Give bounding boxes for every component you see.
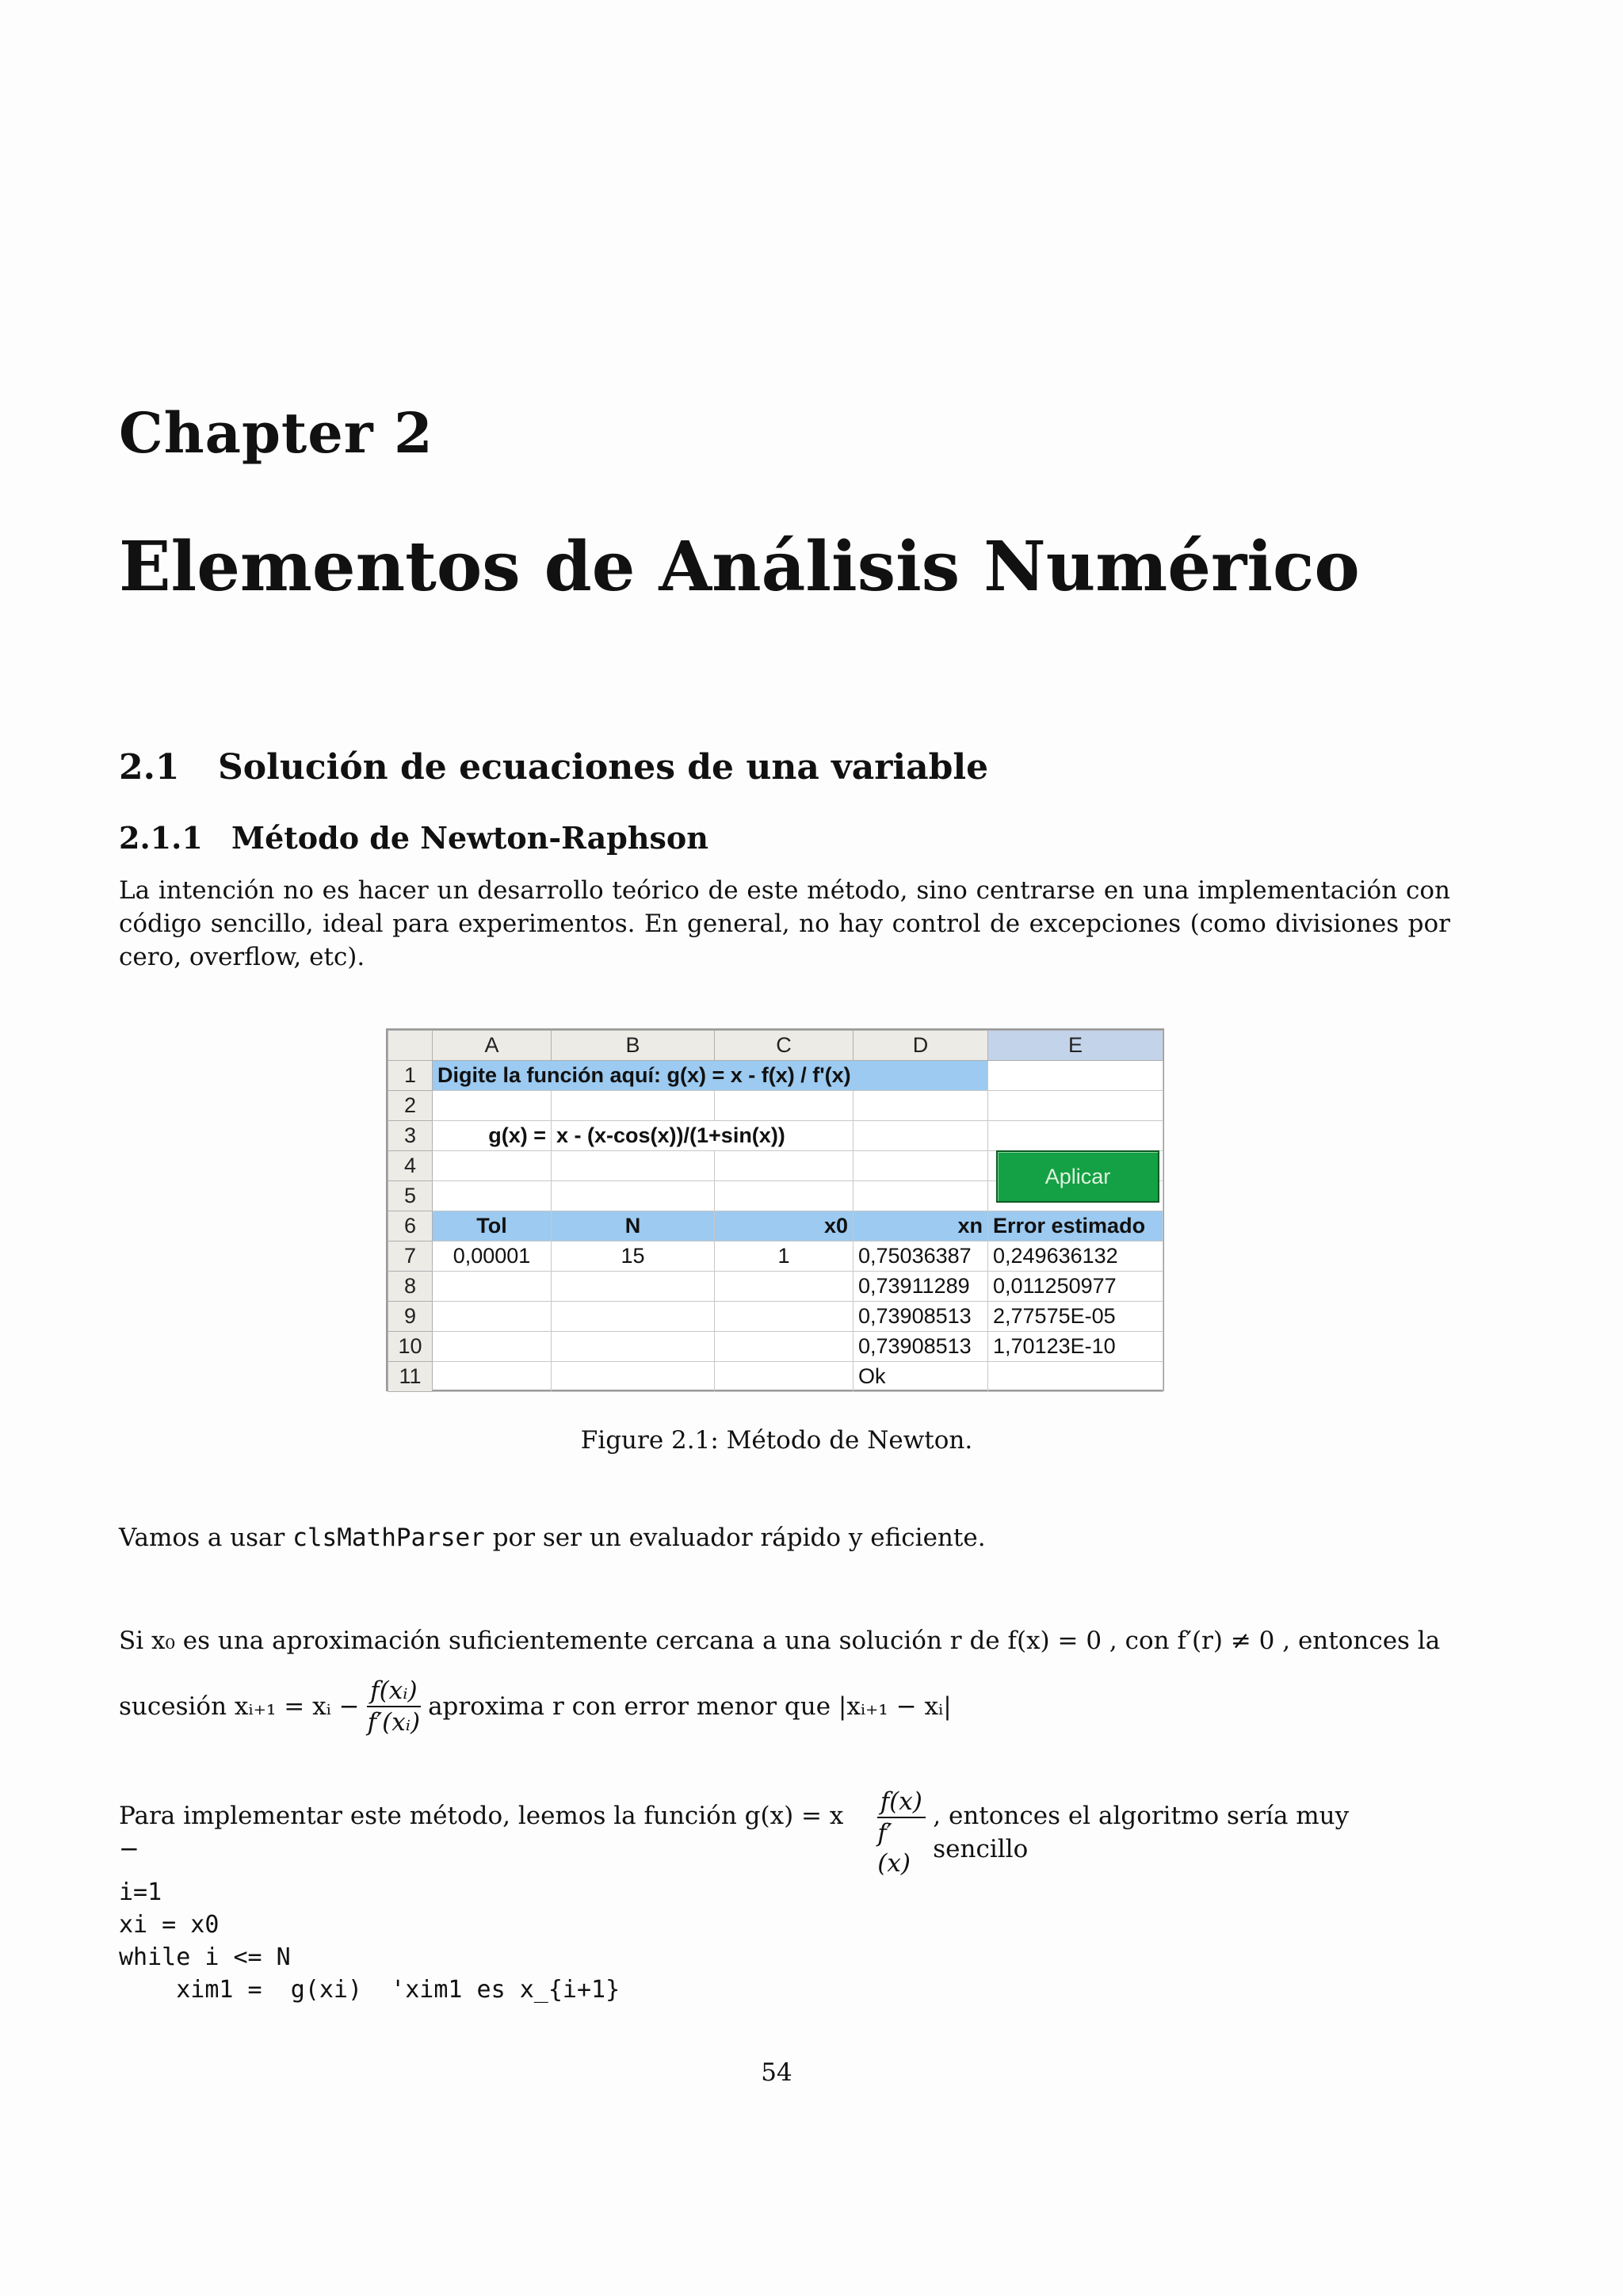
xn-value[interactable]: 0,73911289 (854, 1272, 988, 1302)
corner-cell[interactable] (388, 1031, 433, 1061)
sheet-row-8 (388, 1272, 1163, 1302)
chapter-title: Elementos de Análisis Numérico (119, 527, 1360, 607)
cell[interactable] (552, 1151, 715, 1181)
n-value[interactable]: 15 (552, 1241, 715, 1272)
xn-value[interactable]: 0,73908513 (854, 1332, 988, 1362)
column-header-c[interactable]: C (715, 1031, 854, 1061)
tol-value[interactable]: 0,00001 (433, 1241, 552, 1272)
subsection-title: Método de Newton-Raphson (231, 820, 708, 856)
parser-text-after: por ser un evaluador rápido y eficiente. (484, 1524, 986, 1552)
sheet-row-1 (388, 1061, 1163, 1091)
column-header-row (388, 1031, 1163, 1061)
newton-statement-line1: Si x₀ es una aproximación suficientemente cercana a una solución r de f(x) = 0 , con f′(r) ≠ 0 , entonces la (119, 1627, 1441, 1655)
row-header[interactable]: 7 (388, 1241, 433, 1272)
header-tol[interactable]: Tol (433, 1211, 552, 1241)
cell[interactable] (715, 1332, 854, 1362)
apply-button[interactable]: Aplicar (996, 1150, 1159, 1203)
header-n[interactable]: N (552, 1211, 715, 1241)
cell[interactable] (552, 1332, 715, 1362)
row-header[interactable]: 11 (388, 1362, 433, 1392)
cell[interactable] (433, 1302, 552, 1332)
xn-value[interactable]: 0,73908513 (854, 1302, 988, 1332)
fraction-denominator: f′(xᵢ) (367, 1708, 421, 1737)
header-xn[interactable]: xn (854, 1211, 988, 1241)
sheet-row-11 (388, 1362, 1163, 1392)
sheet-row-10 (388, 1332, 1163, 1362)
cell[interactable] (715, 1091, 854, 1121)
subsection-number: 2.1.1 (119, 820, 203, 856)
column-header-d[interactable]: D (854, 1031, 988, 1061)
cell[interactable] (433, 1091, 552, 1121)
fraction-numerator: f(xᵢ) (367, 1676, 420, 1707)
row-header[interactable]: 9 (388, 1302, 433, 1332)
section-title: Solución de ecuaciones de una variable (218, 747, 989, 788)
column-header-b[interactable]: B (552, 1031, 715, 1061)
column-header-e[interactable]: E (988, 1031, 1163, 1061)
cell[interactable] (854, 1181, 988, 1211)
cell[interactable] (433, 1272, 552, 1302)
figure-caption: Figure 2.1: Método de Newton. (580, 1426, 973, 1455)
fraction-denominator: f′(x) (877, 1819, 911, 1878)
row-header[interactable]: 5 (388, 1181, 433, 1211)
implementation-text-start: Para implementar este método, leemos la función g(x) = x − (119, 1802, 844, 1863)
header-x0[interactable]: x0 (715, 1211, 854, 1241)
row-header[interactable]: 1 (388, 1061, 433, 1091)
newton-iteration-text: sucesión xᵢ₊₁ = xᵢ − (119, 1692, 360, 1721)
x0-value[interactable]: 1 (715, 1241, 854, 1272)
page-number: 54 (761, 2058, 792, 2087)
row-header[interactable]: 2 (388, 1091, 433, 1121)
cell[interactable] (854, 1091, 988, 1121)
row-header[interactable]: 8 (388, 1272, 433, 1302)
row-header[interactable]: 6 (388, 1211, 433, 1241)
subsection-heading (119, 820, 708, 856)
cell[interactable] (552, 1302, 715, 1332)
fraction-numerator: f(x) (877, 1787, 926, 1818)
sheet-row-6 (388, 1211, 1163, 1241)
newton-statement-line2 (119, 1676, 1450, 1737)
spreadsheet-figure (386, 1028, 1164, 1391)
cell-e1[interactable] (988, 1061, 1163, 1091)
sheet-row-7 (388, 1241, 1163, 1272)
function-prompt-cell[interactable]: Digite la función aquí: g(x) = x - f(x) / f'(x) (433, 1061, 988, 1091)
xn-value[interactable]: 0,75036387 (854, 1241, 988, 1272)
row-header[interactable]: 3 (388, 1121, 433, 1151)
row-header[interactable]: 4 (388, 1151, 433, 1181)
cell[interactable] (433, 1332, 552, 1362)
cell[interactable] (433, 1181, 552, 1211)
implementation-text-end: , entonces el algoritmo sería muy sencillo (933, 1802, 1350, 1863)
cell[interactable] (715, 1272, 854, 1302)
implementation-paragraph (119, 1787, 1450, 1878)
cell[interactable] (552, 1181, 715, 1211)
cell[interactable] (854, 1151, 988, 1181)
header-error[interactable]: Error estimado (988, 1211, 1163, 1241)
sheet-row-2 (388, 1091, 1163, 1121)
newton-fraction (365, 1676, 423, 1737)
cell[interactable] (988, 1121, 1163, 1151)
code-block (119, 1876, 620, 2006)
status-cell[interactable]: Ok (854, 1362, 988, 1392)
cell[interactable] (715, 1151, 854, 1181)
sheet-row-9 (388, 1302, 1163, 1332)
chapter-label: Chapter 2 (119, 400, 433, 466)
cell[interactable] (988, 1091, 1163, 1121)
row-header[interactable]: 10 (388, 1332, 433, 1362)
code-line: while i <= N (119, 1943, 291, 1971)
cell[interactable] (715, 1302, 854, 1332)
parser-class-name: clsMathParser (292, 1524, 485, 1552)
cell[interactable] (552, 1272, 715, 1302)
g-label-cell[interactable]: g(x) = (433, 1121, 552, 1151)
intro-paragraph: La intención no es hacer un desarrollo teórico de este método, sino centrarse en una implementación con código sencillo, ideal para experimentos. En general, no hay control de excepciones (como divisiones por cero, overflow, etc). (119, 876, 1450, 971)
error-value[interactable]: 2,77575E-05 (988, 1302, 1163, 1332)
parser-text-before: Vamos a usar (119, 1524, 293, 1552)
spreadsheet-grid (388, 1030, 1163, 1392)
g-fraction (874, 1787, 928, 1878)
section-number: 2.1 (119, 747, 180, 788)
cell[interactable] (715, 1181, 854, 1211)
column-header-a[interactable]: A (433, 1031, 552, 1061)
error-value[interactable]: 1,70123E-10 (988, 1332, 1163, 1362)
cell[interactable] (854, 1121, 988, 1151)
cell[interactable] (552, 1091, 715, 1121)
cell[interactable] (988, 1362, 1163, 1392)
sheet-row-3 (388, 1121, 1163, 1151)
parser-paragraph (119, 1521, 1450, 1554)
newton-error-text: aproxima r con error menor que |xᵢ₊₁ − xᵢ| (428, 1692, 952, 1721)
error-value[interactable]: 0,011250977 (988, 1272, 1163, 1302)
cell[interactable] (433, 1151, 552, 1181)
code-line: xim1 = g(xi) 'xim1 es x_{i+1} (119, 1976, 621, 2004)
cell[interactable] (552, 1362, 715, 1392)
code-line: i=1 (119, 1878, 162, 1906)
cell[interactable] (433, 1362, 552, 1392)
error-value[interactable]: 0,249636132 (988, 1241, 1163, 1272)
g-formula-cell[interactable]: x - (x-cos(x))/(1+sin(x)) (552, 1121, 854, 1151)
code-line: xi = x0 (119, 1911, 220, 1939)
cell[interactable] (715, 1362, 854, 1392)
section-heading (119, 747, 988, 788)
